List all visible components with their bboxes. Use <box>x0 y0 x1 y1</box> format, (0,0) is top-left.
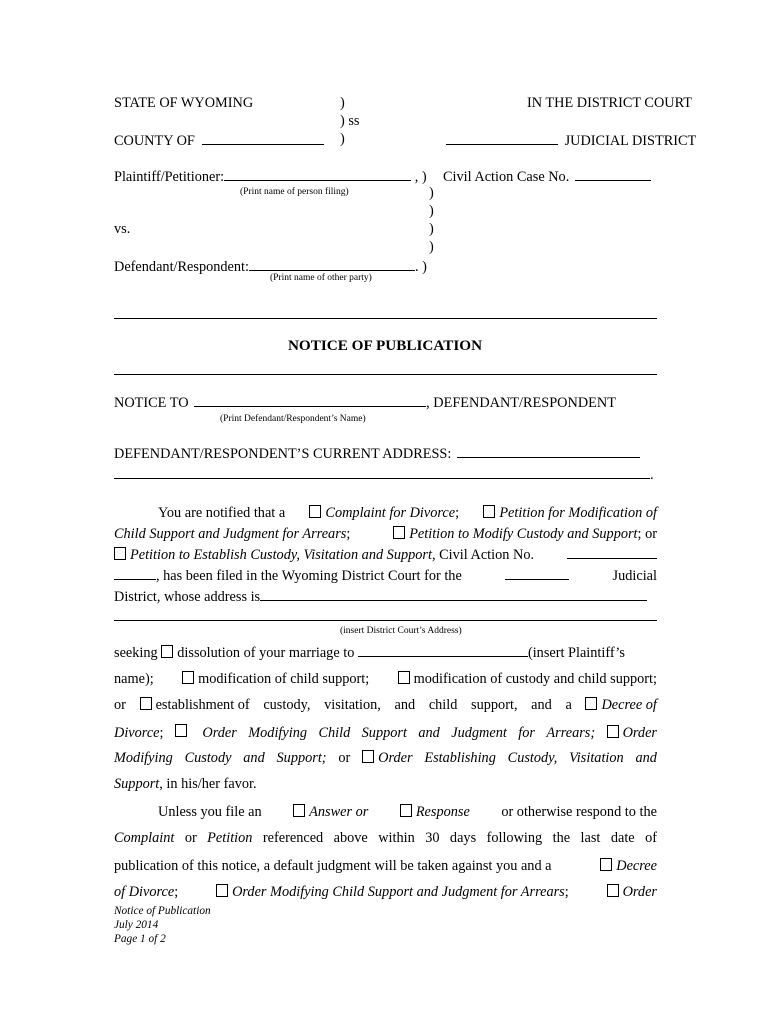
support-label: Support <box>114 776 160 792</box>
court-address-field[interactable] <box>260 588 647 601</box>
judicial-district-field[interactable] <box>446 132 558 145</box>
notice-to-row <box>114 394 616 410</box>
para1-line2 <box>114 526 657 541</box>
word: within <box>378 830 415 846</box>
notice-to-hint: (Print Defendant/Respondent’s Name) <box>220 414 366 424</box>
word: Modifying <box>114 750 173 766</box>
mod-child-support-label: modification of child support; <box>198 671 370 687</box>
establishment-checkbox[interactable] <box>140 697 152 710</box>
decree-checkbox[interactable] <box>600 858 612 871</box>
word: Modifying <box>248 725 307 741</box>
decree-divorce-checkbox[interactable] <box>585 697 597 710</box>
punct: ; or <box>637 526 657 542</box>
order-mod-cs-checkbox[interactable] <box>175 724 187 737</box>
plaintiff-row <box>114 168 427 184</box>
address-end: . <box>650 467 654 483</box>
address-field[interactable] <box>457 445 640 458</box>
plaintiff-name-seeking-field[interactable] <box>358 644 528 657</box>
word: custody, <box>263 697 311 713</box>
word: visitation, <box>324 697 381 713</box>
response-label: Response <box>415 804 470 820</box>
word: Custody, <box>507 750 558 766</box>
word: Arrears; <box>546 725 596 741</box>
para1-line1 <box>114 505 657 520</box>
judicial-district-row <box>446 132 696 148</box>
petition-establish-label: Petition to Establish Custody, Visitation and Support <box>130 547 432 563</box>
defendant-label: Defendant/Respondent: <box>114 259 249 275</box>
seeking-line1 <box>114 644 657 660</box>
notice-to-suffix: , DEFENDANT/RESPONDENT <box>426 395 616 411</box>
footer-form-name: Notice of Publication <box>114 905 211 917</box>
word: and <box>418 725 440 741</box>
word: Establishing <box>424 750 496 766</box>
word: Complaint <box>114 830 175 846</box>
print-other-hint: (Print name of other party) <box>270 273 372 283</box>
seeking-text: seeking <box>114 645 158 661</box>
unless-text: Unless you file an <box>158 804 262 820</box>
seeking-line4: Divorce; Order Modifying Child Support and Judgment for Arrears; Order <box>114 725 657 741</box>
page-title: NOTICE OF PUBLICATION <box>287 337 483 354</box>
defendant-notice-field[interactable] <box>194 394 426 407</box>
defendant-separator: . ) <box>415 259 427 275</box>
court-address-hint: (insert District Court’s Address) <box>340 626 462 636</box>
word: Custody <box>184 750 232 766</box>
in-favor-text: , in his/her favor. <box>159 776 257 792</box>
word: Child <box>318 725 351 741</box>
otherwise-text: or otherwise respond to the <box>501 804 657 820</box>
plaintiff-separator: , ) <box>414 169 427 185</box>
plaintiff-name-field[interactable] <box>224 168 411 181</box>
child-support-arrears-label: Child Support and Judgment for Arrears <box>114 526 347 542</box>
county-row <box>114 132 324 148</box>
order-establishing-checkbox[interactable] <box>362 750 374 763</box>
title-rule-bottom <box>114 374 657 375</box>
defendant-name-field[interactable] <box>249 258 415 271</box>
court-address-field-line-2[interactable] <box>114 620 657 621</box>
seeking-line6 <box>114 777 657 791</box>
defendant-row <box>114 258 427 274</box>
mod-custody-checkbox[interactable] <box>398 671 410 684</box>
has-been-filed-text: , has been filed in the Wyoming District Court for the <box>156 568 462 584</box>
address-row <box>114 445 640 461</box>
caption-paren-ss: ) ss <box>340 113 360 129</box>
word: and <box>531 697 552 713</box>
word: a <box>565 697 572 713</box>
establishment-label: establishment of <box>155 697 250 713</box>
judicial-text: Judicial <box>612 568 657 584</box>
address-field-line-2[interactable] <box>114 466 650 479</box>
district-address-text: District, whose address is <box>114 589 261 605</box>
address-row-2 <box>114 466 654 482</box>
petition-establish-checkbox[interactable] <box>114 547 126 560</box>
decree-label: Decree <box>616 858 657 874</box>
order-label: Order <box>622 725 657 741</box>
word: Support <box>361 725 407 741</box>
complaint-divorce-label: Complaint for Divorce <box>325 505 456 521</box>
court-label: IN THE DISTRICT COURT <box>527 95 693 111</box>
word: child <box>428 697 458 713</box>
word: Visitation <box>569 750 624 766</box>
complaint-divorce-checkbox[interactable] <box>309 505 321 518</box>
print-filer-hint: (Print name of person filing) <box>240 187 349 197</box>
insert-plaintiff-text: (insert Plaintiff’s <box>527 645 625 661</box>
petition-modification-checkbox[interactable] <box>483 505 495 518</box>
dissolution-checkbox[interactable] <box>161 645 173 658</box>
para2-line3 <box>114 858 657 873</box>
divorce-label: Divorce <box>114 725 160 741</box>
title-rule-top <box>114 318 657 319</box>
word: and <box>635 750 657 766</box>
para1-line4 <box>114 567 657 583</box>
response-checkbox[interactable] <box>400 804 412 817</box>
decree-of-label: Decree of <box>601 697 657 713</box>
para2-line1 <box>114 804 657 819</box>
seeking-line2 <box>114 671 657 686</box>
word: 30 <box>425 830 440 846</box>
name-text: name); <box>114 671 154 687</box>
word: Order <box>378 750 413 766</box>
plaintiff-label: Plaintiff/Petitioner: <box>114 169 225 185</box>
or-text: or <box>114 697 126 713</box>
address-label: DEFENDANT/RESPONDENT’S CURRENT ADDRESS: <box>114 446 452 462</box>
para2-line4: of Divorce; Order Modifying Child Support and Judgment for Arrears; Order <box>114 884 657 900</box>
para1-line3 <box>114 546 657 562</box>
word: the <box>552 830 571 846</box>
word: Order <box>202 725 237 741</box>
county-field[interactable] <box>202 132 324 145</box>
petition-modification-label: Petition for Modification of <box>499 505 657 521</box>
civil-action-row <box>443 168 651 184</box>
mod-custody-label: modification of custody and child support; <box>413 671 657 687</box>
footer-date: July 2014 <box>114 919 159 931</box>
word: or <box>184 830 197 846</box>
word: Judgment <box>451 725 507 741</box>
word: for <box>518 725 535 741</box>
word: days <box>449 830 477 846</box>
dissolution-text: dissolution of your marriage to <box>177 645 355 661</box>
caption-paren: ) <box>429 239 434 255</box>
civil-action-field[interactable] <box>575 168 651 181</box>
civil-action-no-field-2[interactable] <box>114 567 156 580</box>
para2-line2 <box>114 831 657 845</box>
word: last <box>580 830 601 846</box>
state-label: STATE OF WYOMING <box>114 95 254 111</box>
footer-page-number: Page 1 of 2 <box>114 933 166 945</box>
civil-action-no-label: , Civil Action No. <box>431 547 535 563</box>
judicial-district-number-field[interactable] <box>505 567 569 580</box>
petition-modify-custody-label: Petition to Modify Custody and Support <box>409 526 638 542</box>
order-mod-cs-checkbox-2[interactable] <box>216 884 228 897</box>
word: date <box>610 830 635 846</box>
county-label: COUNTY OF <box>114 133 195 149</box>
word: following <box>486 830 543 846</box>
word: and <box>243 750 265 766</box>
default-judgment-text: publication of this notice, a default judgment will be taken against you and a <box>114 858 552 874</box>
word: referenced <box>262 830 324 846</box>
word: Support; <box>276 750 327 766</box>
word: support, <box>471 697 518 713</box>
petition-modify-custody-checkbox[interactable] <box>393 526 405 539</box>
answer-checkbox[interactable] <box>293 804 305 817</box>
caption-paren: ) <box>429 203 434 219</box>
word: Petition <box>207 830 253 846</box>
notified-text: You are notified that a <box>158 505 286 521</box>
of-divorce-label: of Divorce <box>114 884 175 900</box>
seeking-line5 <box>114 750 657 765</box>
punct: ; <box>455 505 460 521</box>
vs-label: vs. <box>114 221 131 237</box>
word: of <box>645 830 657 846</box>
civil-action-no-field[interactable] <box>567 546 657 559</box>
word: and <box>394 697 416 713</box>
punct: ; <box>346 526 351 542</box>
word: or <box>338 750 351 766</box>
seeking-line3 <box>114 697 657 712</box>
word: above <box>333 830 368 846</box>
notice-to-label: NOTICE TO <box>114 395 189 411</box>
judicial-district-label: JUDICIAL DISTRICT <box>564 133 697 149</box>
para1-line5 <box>114 588 657 604</box>
mod-child-support-checkbox[interactable] <box>182 671 194 684</box>
caption-paren: ) <box>340 95 345 111</box>
caption-paren: ) <box>340 131 345 147</box>
order-label-2: Order <box>622 884 657 900</box>
civil-action-label: Civil Action Case No. <box>443 169 570 185</box>
caption-paren: ) <box>429 185 434 201</box>
order-mod-cs-label: Order Modifying Child Support and Judgment for Arrears <box>232 884 565 900</box>
answer-or-label: Answer or <box>309 804 369 820</box>
caption-paren: ) <box>429 221 434 237</box>
order-checkbox-2[interactable] <box>607 884 619 897</box>
order-mod-custody-checkbox[interactable] <box>607 725 619 738</box>
